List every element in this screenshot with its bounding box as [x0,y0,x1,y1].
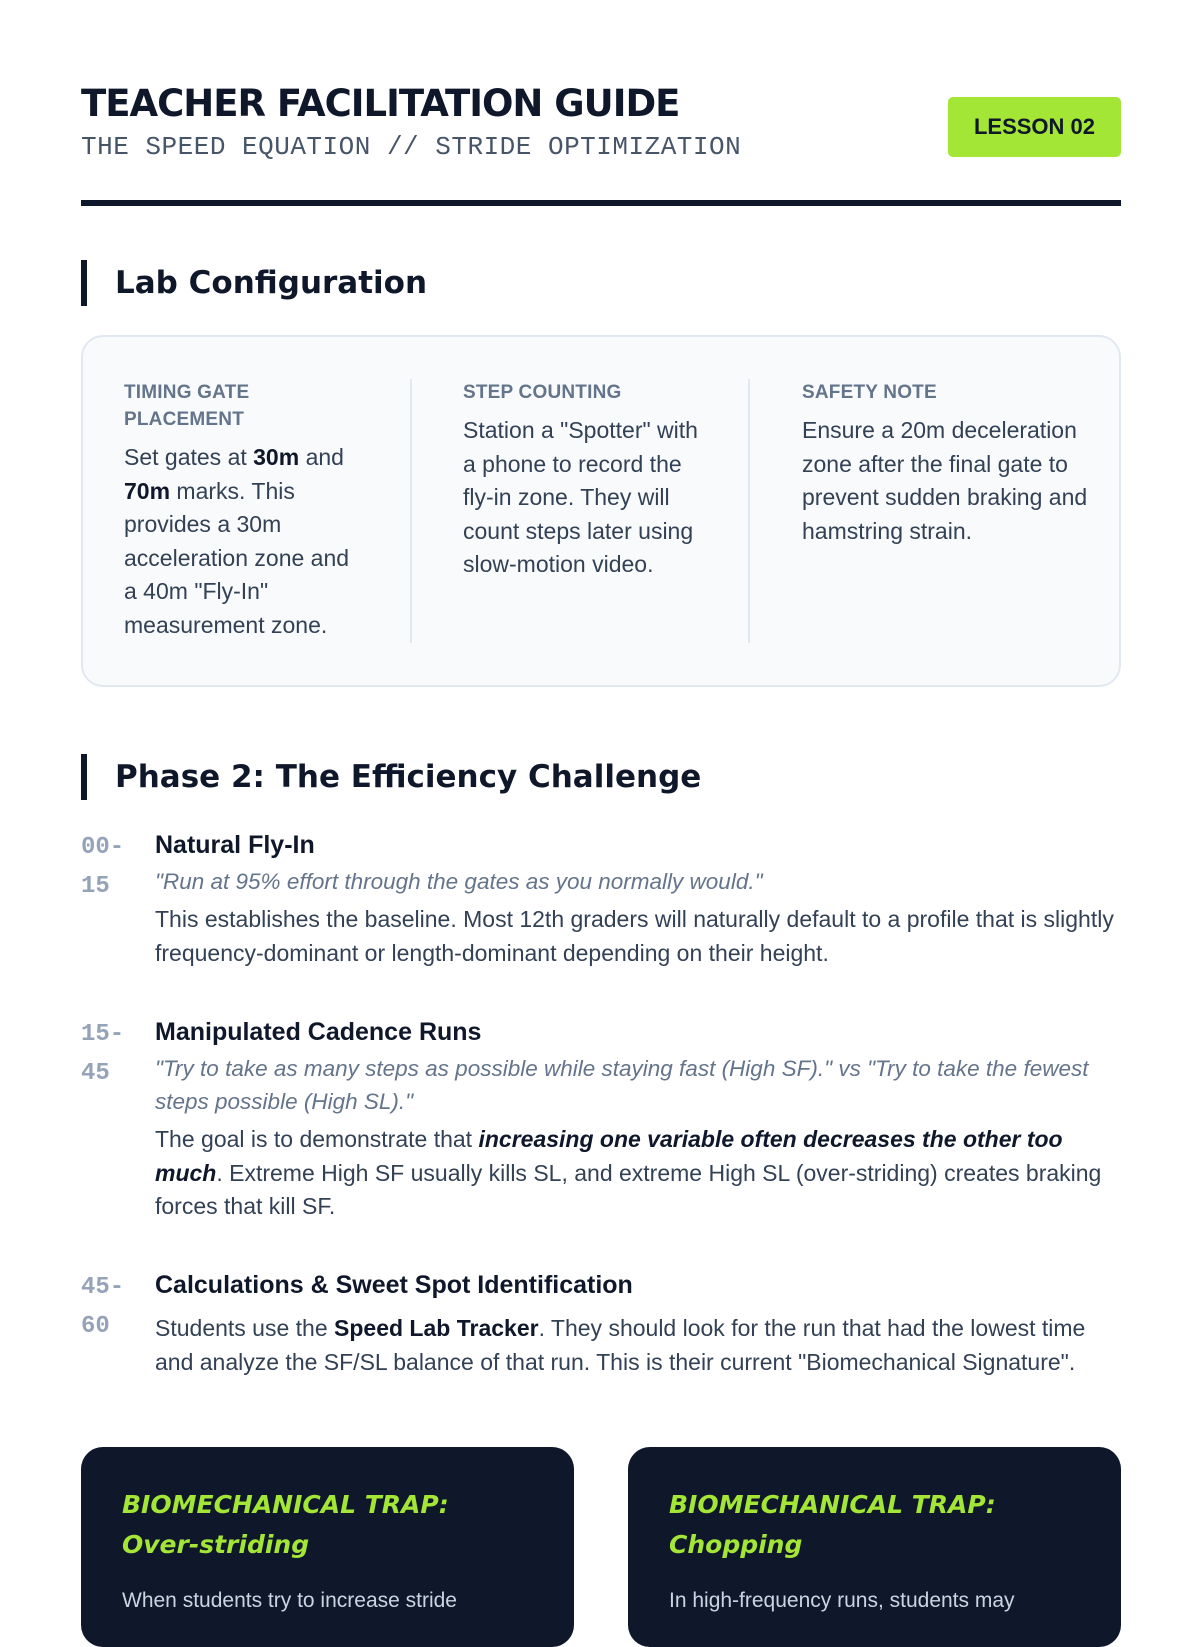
trap-text: In high-frequency runs, students may [669,1589,1015,1612]
trap-text: When students try to increase stride [122,1589,457,1612]
trap-title: BIOMECHANICAL TRAP: Over-striding [122,1490,449,1559]
step-description: Students use the Speed Lab Tracker. They should look for the run that had the lowest time and analyze the SF/SL balance of that run. This is their current "Biomechanical Signature". [155,1315,1086,1375]
phase2-heading [81,754,701,800]
step-quote: "Run at 95% effort through the gates as you normally would." [155,869,763,894]
config-column-step-counting [463,379,703,582]
step-description: This establishes the baseline. Most 12th graders will naturally default to a profile that is slightly frequency-dominant or length-dominant depending on their height. [155,906,1114,966]
guide-header [81,82,1121,207]
heading-accent-bar [81,754,87,800]
header-divider [81,200,1121,206]
step-title: Manipulated Cadence Runs [155,1018,482,1046]
config-label: TIMING GATE PLACEMENT [124,382,250,430]
step-title: Natural Fly-In [155,831,315,859]
trap-title: BIOMECHANICAL TRAP: Chopping [669,1490,996,1559]
config-column-timing-gate [124,379,364,642]
step-quote: "Try to take as many steps as possible while staying fast (High SF)." vs "Try to take the fewest steps possible (High SL)." [155,1056,1089,1114]
step-time-range: 45- 60 [81,1274,125,1340]
config-text: Station a "Spotter" with a phone to record the fly-in zone. They will count steps later using slow-motion video. [463,417,698,577]
step-body [155,828,1121,970]
step-title: Calculations & Sweet Spot Identification [155,1271,633,1299]
lab-configuration-title: Lab Configuration [115,265,428,301]
page-subtitle: THE SPEED EQUATION // STRIDE OPTIMIZATION [81,132,742,162]
config-text: Set gates at 30m and 70m marks. This provides a 30m acceleration zone and a 40m "Fly-In" measurement zone. [124,444,350,638]
trap-card-chopping [628,1447,1121,1647]
step-time-range: 15- 45 [81,1021,125,1087]
step-body [155,1268,1121,1379]
config-divider [410,379,412,643]
phase2-title: Phase 2: The Efficiency Challenge [115,759,702,795]
heading-accent-bar [81,260,87,306]
trap-card-over-striding [81,1447,574,1647]
config-label: SAFETY NOTE [802,382,937,403]
config-divider [748,379,750,643]
step-description: The goal is to demonstrate that increasing one variable often decreases the other too much. Extreme High SF usually kills SL, and extreme High SL (over-striding) creates braking forces that kill SF. [155,1126,1102,1219]
config-label: STEP COUNTING [463,382,622,403]
step-time-range: 00- 15 [81,834,125,900]
config-column-safety-note [802,379,1094,548]
page-title: TEACHER FACILITATION GUIDE [81,82,680,125]
config-text: Ensure a 20m deceleration zone after the final gate to prevent sudden braking and hamstring strain. [802,417,1088,544]
lab-configuration-panel [81,335,1121,687]
step-body [155,1015,1121,1224]
lesson-badge: LESSON 02 [948,97,1121,157]
lab-configuration-heading [81,260,427,306]
